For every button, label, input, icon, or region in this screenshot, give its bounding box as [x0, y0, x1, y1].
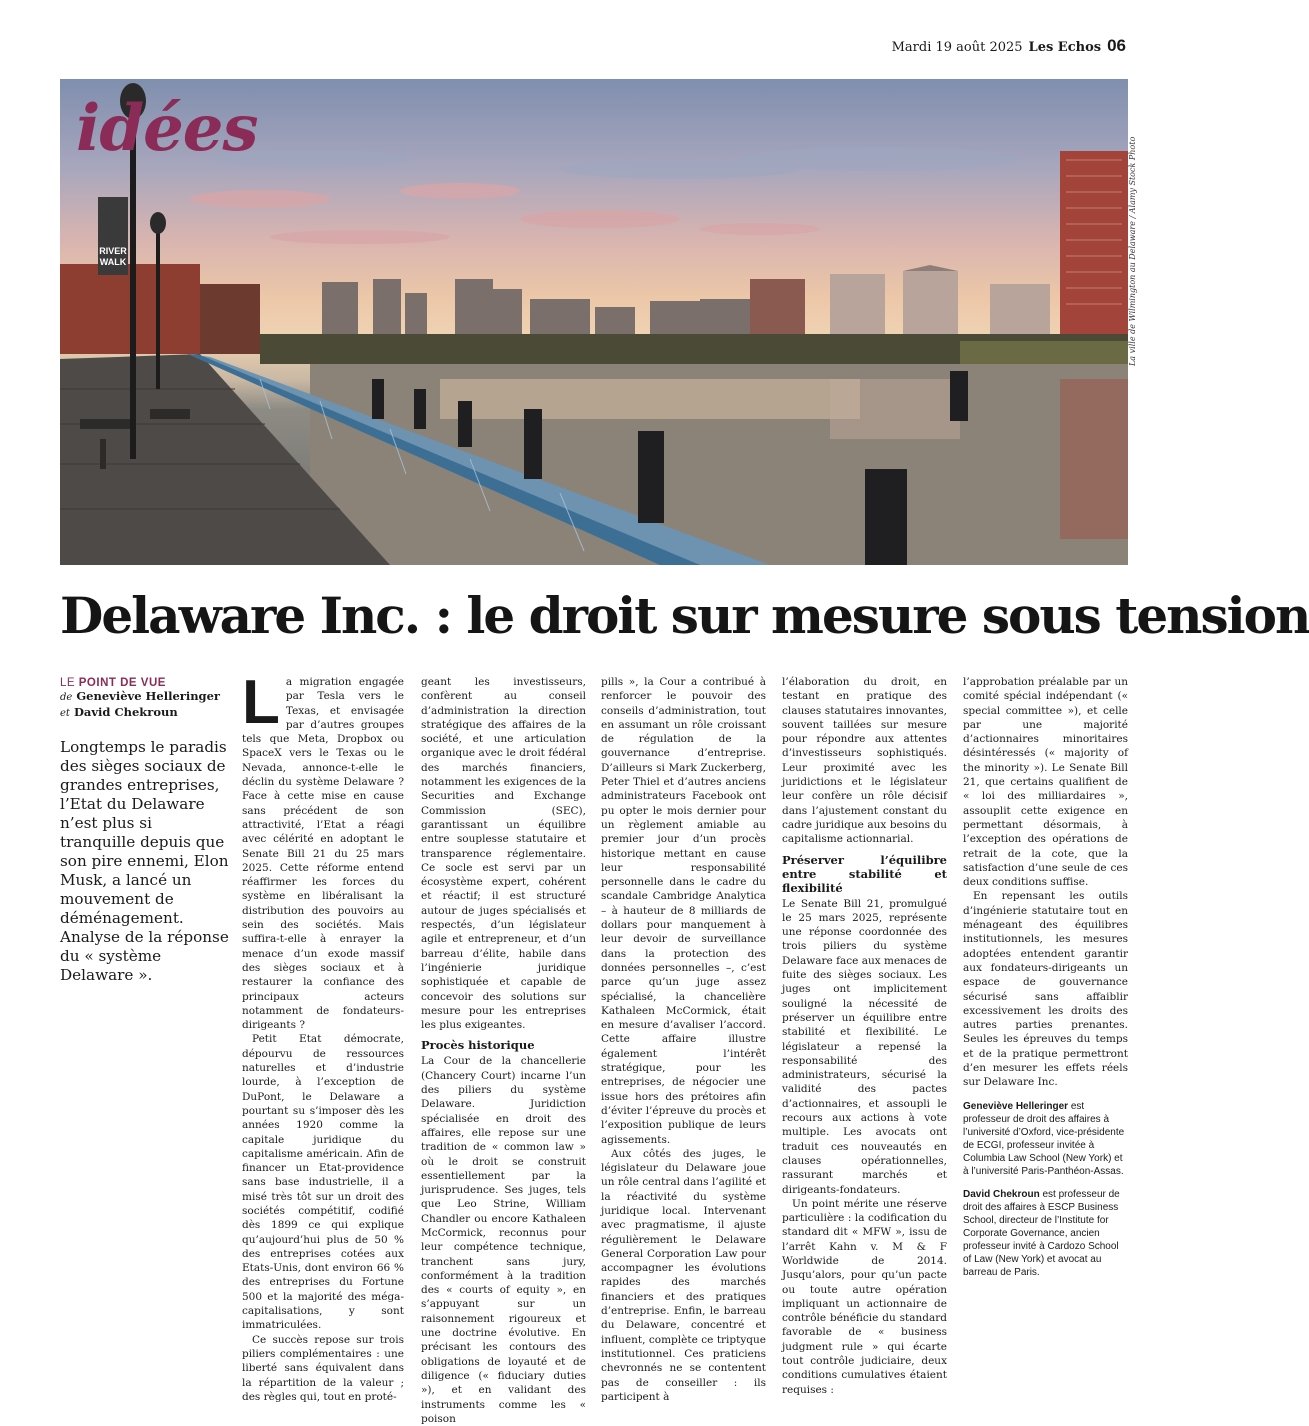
page-folio [892, 36, 1126, 56]
photo-credit [1128, 136, 1137, 366]
section-rubric: idées [76, 91, 258, 166]
body-column-4 [782, 675, 947, 1397]
byline-de: de [60, 692, 73, 703]
subheading-proces-historique: Procès historique [421, 1038, 535, 1053]
body-paragraph: l’approbation préalable par un comité spécial indépendant (« special committee »), et celle par une majorité d’actionnaires minoritaires désintéressés (« majority of the minority »). Le Senate Bill 21, que certains qualifient de « loi des milliardaires », assouplit cette exigence en permettant désormais, à l’exception des opérations de retrait de la cote, que la satisfaction d’une seule de ces deux conditions suffise. [963, 676, 1128, 889]
riverwalk-sign-top: RIVER [99, 246, 127, 256]
byline-author-2: David Chekroun [73, 705, 178, 719]
body-paragraph: Un point mérite une réserve particulière : la codification du standard dit « MFW », issu de l’arrêt Kahn v. M & F Worldwide de 2014. Jusqu’alors, pour qu’un pacte ou toute autre opération impliquant un actionnaire de contrôle bénéficie du standard favorable de « business judgment rule » qui écarte tout contrôle judiciaire, deux conditions cumulatives étaient requises : [782, 1197, 947, 1396]
point-de-vue-block [60, 677, 235, 721]
page-number: 06 [1107, 36, 1126, 55]
subheading-preserver-equilibre: Préserver l’équilibre entre stabilité et flexibilité [782, 852, 947, 895]
body-paragraph: pills », la Cour a contribué à renforcer le pouvoir des conseils d’administration, tout en assumant un rôle croissant de régulation de la gouvernance d’entreprise. D’ailleurs si Mark Zuckerberg, Peter Thiel et d’autres anciens administrateurs Facebook ont pu opter le mois dernier pour un règlement amiable au premier jour d’un procès historique mettant en cause leur responsabilité personnelle dans le cadre du scandale Cambridge Analytica – à hauteur de 8 milliards de dollars pour manquement à leur devoir de surveillance dans la protection des données personnelles –, c’est parce qu’un juge assez spécialisé, la chancelière Kathaleen McCormick, était en mesure d’avaliser l’accord. Cette affaire illustre également l’intérêt stratégique, pour les entreprises, de négocier une issue hors des prétoires afin d’éviter l’épreuve du procès et l’exposition publique de leurs agissements. [601, 676, 766, 1146]
article-headline: Delaware Inc. : le droit sur mesure sous tension [60, 586, 1309, 645]
riverwalk-sign-bottom: WALK [99, 257, 127, 267]
photo-credit-text: La ville de Wilmington au Delaware / Alamy Stock Photo [1128, 136, 1137, 366]
body-paragraph: Le Senate Bill 21, promulgué le 25 mars 2025, représente une réponse coordonnée des trois piliers du système Delaware face aux menaces de fuite des sièges sociaux. Les juges ont implicitement souligné la nécessité de préserver un équilibre entre stabilité et flexibilité. Le législateur a repensé la responsabilité des administrateurs, sécurisé la validité des pactes d’actionnaires, et assoupli le recours aux actions à vote multiple. Les avocats ont traduit ces nouveautés en clauses opérationnelles, rassurant marchés et dirigeants-fondateurs. [782, 897, 947, 1196]
issue-date: Mardi 19 août 2025 [891, 40, 1023, 55]
label-main: POINT DE VUE [78, 677, 166, 689]
author-bio-helleringer [963, 1100, 1128, 1178]
body-paragraph: La Cour de la chancellerie (Chancery Court) incarne l’un des piliers du système Delaware. Juridiction spécialisée en droit des affaires, elle repose sur une tradition de « common law » où le droit se construit essentiellement par la jurisprudence. Ses juges, tels que Leo Strine, William Chandler ou encore Kathaleen McCormick, reconnus pour leur compétence technique, tranchent sans jury, conformément à la tradition des « courts of equity », en s’appuyant sur un raisonnement rigoureux et une doctrine évolutive. En précisant les contours des obligations de loyauté et de diligence (« fiduciary duties »), et en validant des instruments comme les « poison [421, 1055, 586, 1425]
body-paragraph: Ce succès repose sur trois piliers complémentaires : une liberté sans équivalent dans la répartition de la valeur ; des règles qui, tout en proté- [242, 1333, 404, 1403]
body-paragraph: l’élaboration du droit, en testant en pratique des clauses statutaires innovantes, souvent taillées sur mesure pour répondre aux attentes d’investisseurs sophistiqués. Leur proximité avec les juridictions et le législateur leur confère un rôle décisif dans l’ajustement constant du cadre juridique aux besoins du capitalisme actionnarial. [782, 676, 947, 846]
body-column-5 [963, 675, 1128, 1279]
byline-author-1: Geneviève Helleringer [76, 689, 220, 703]
bio-text: est professeur de droit des affaires à l’université d’Oxford, vice-présidente de ECGI, professeur invitée à Columbia Law School (New York) et à l’université Paris-Panthéon-Assas. [963, 1100, 1125, 1177]
drop-cap: L [242, 668, 280, 737]
body-column-1 [242, 668, 404, 1404]
label-prefix: LE [60, 677, 79, 689]
body-paragraph: Aux côtés des juges, le législateur du Delaware joue un rôle central dans l’agilité et la réactivité du système juridique local. Intervenant avec pragmatisme, il ajuste régulièrement le Delaware General Corporation Law pour accompagner les évolutions rapides des marchés financiers et des pratiques d’entreprise. Enfin, le barreau du Delaware, concentré et influent, complète ce triptyque institutionnel. Ces praticiens chevronnés ne se contentent pas de conseiller : ils participent à [601, 1147, 766, 1403]
bio-name: Geneviève Helleringer [963, 1100, 1069, 1112]
bio-name: David Chekroun [963, 1188, 1040, 1200]
body-column-3 [601, 675, 766, 1404]
author-bio-chekroun [963, 1188, 1128, 1279]
point-de-vue-label [60, 677, 235, 689]
body-paragraph: En repensant les outils d’ingénierie statutaire tout en ménageant des équilibres institutionnels, les mesures adoptées entendent garantir aux fondateurs-dirigeants un espace de gouvernance sécurisé sans affaiblir excessivement les droits des autres parties prenantes. Seules les épreuves du temps et de la pratique permettront d’en mesurer les effets réels sur Delaware Inc. [963, 890, 1128, 1089]
byline-et: et [60, 708, 70, 719]
article-standfirst: Longtemps le paradis des sièges sociaux de grandes entreprises, l’Etat du Delaware n’est plus si tranquille depuis que son pire ennemi, Elon Musk, a lancé un mouvement de déménagement. Analyse de la réponse du « système Delaware ». [60, 738, 229, 984]
body-paragraph: geant les investisseurs, confèrent au conseil d’administration la direction stratégique des affaires de la société, et une articulation organique avec le droit fédéral des marchés financiers, notamment les exigences de la Securities and Exchange Commission (SEC), garantissant un équilibre entre souplesse statutaire et transparence réglementaire. Ce socle est servi par un écosystème expert, cohérent et réactif; il est structuré autour de juges spécialisés et respectés, d’un législateur agile et entrepreneur, et d’un barreau d’élite, habile dans l’ingénierie juridique sophistiquée et capable de concevoir des solutions sur mesure pour les entreprises les plus exigeantes. [421, 676, 586, 1032]
paragraph-text: a migration engagée par Tesla vers le Texas, et envisagée par d’autres groupes tels que Meta, Dropbox ou SpaceX vers le Texas ou le Nevada, annonce-t-elle le déclin du système Delaware ? Face à cette mise en cause sans précédent de son attractivité, l’Etat a réagi avec célérité en adoptant le Senate Bill 21 du 25 mars 2025. Cette réforme entend réaffirmer les forces du système en libéralisant la distribution des pouvoirs au sein des sociétés. Mais suffira-t-elle à enrayer la menace d’un exode massif des sièges sociaux et à restaurer la confiance des principaux acteurs notamment de fondateurs-dirigeants ? [242, 676, 404, 1032]
byline [60, 689, 235, 721]
body-paragraph [242, 668, 404, 1032]
bio-text: est professeur de droit des affaires à ESCP Business School, directeur de l’Institute for Corporate Governance, ancien professeur invité à Cardozo School of Law (New York) et avocat au barreau de Paris. [963, 1188, 1120, 1278]
body-paragraph: Petit Etat démocrate, dépourvu de ressources naturelles et d’industrie lourde, à l’exception de DuPont, le Delaware a pourtant su s’imposer dès les années 1920 comme la capitale juridique du capitalisme américain. Afin de financer un Etat-providence sans base industrielle, il a misé très tôt sur un droit des sociétés compétitif, codifié dès 1899 ce qui explique qu’aujourd’hui plus de 50 % des entreprises cotées aux Etats-Unis, dont environ 66 % des entreprises du Fortune 500 et la majorité des méga-capitalisations, y sont immatriculées. [242, 1033, 404, 1332]
newspaper-name: Les Echos [1028, 40, 1102, 55]
body-column-2 [421, 675, 586, 1426]
